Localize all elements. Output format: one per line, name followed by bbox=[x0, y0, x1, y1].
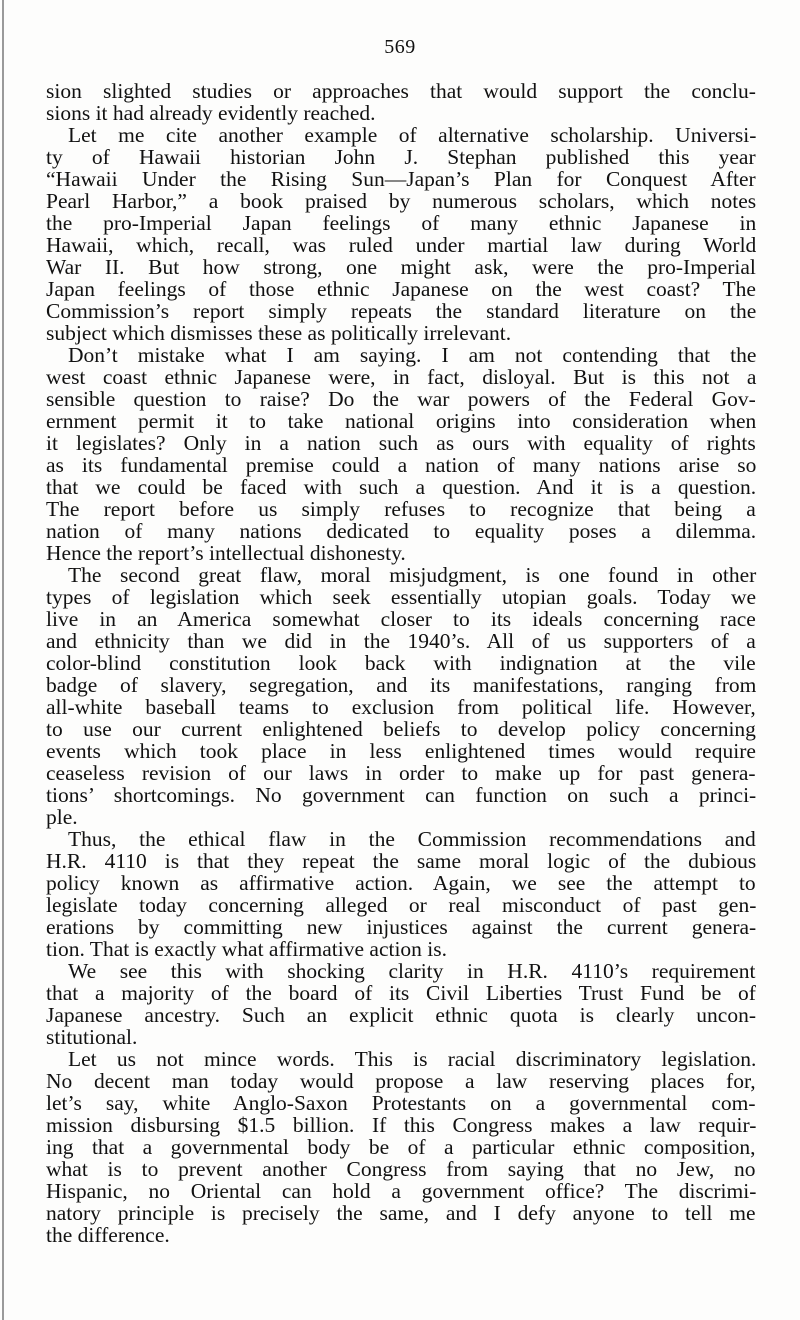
text-line: War II. But how strong, one might ask, were the pro-Imperial bbox=[46, 255, 756, 279]
text-line: tions’ shortcomings. No government can function on such a princi- bbox=[46, 783, 757, 807]
text-line: west coast ethnic Japanese were, in fact, disloyal. But is this not a bbox=[46, 365, 757, 389]
paragraph bbox=[46, 960, 756, 1048]
text-line: Hawaii, which, recall, was ruled under martial law during World bbox=[46, 233, 757, 257]
text-line: Japanese ancestry. Such an explicit ethnic quota is clearly uncon- bbox=[46, 1003, 756, 1027]
page-edge-rule bbox=[2, 0, 4, 1320]
paragraph bbox=[46, 1048, 756, 1246]
paragraph bbox=[46, 564, 756, 828]
text-line: No decent man today would propose a law reserving places for, bbox=[46, 1069, 756, 1093]
text-line: the pro-Imperial Japan feelings of many ethnic Japanese in bbox=[46, 211, 757, 235]
text-line: The report before us simply refuses to recognize that being a bbox=[46, 497, 756, 521]
text-line: tion. That is exactly what affirmative action is. bbox=[46, 937, 448, 961]
text-line: H.R. 4110 is that they repeat the same moral logic of the dubious bbox=[46, 849, 757, 873]
paragraph bbox=[46, 828, 756, 960]
text-line: ty of Hawaii historian John J. Stephan published this year bbox=[46, 145, 756, 169]
text-line: We see this with shocking clarity in H.R. 4110’s requirement bbox=[68, 959, 756, 983]
text-line: to use our current enlightened beliefs to develop policy concerning bbox=[46, 717, 756, 741]
text-line: ple. bbox=[46, 805, 78, 829]
text-line: sensible question to raise? Do the war powers of the Federal Gov- bbox=[46, 387, 756, 411]
text-line: Japan feelings of those ethnic Japanese on the west coast? The bbox=[46, 277, 756, 301]
text-line: that a majority of the board of its Civil Liberties Trust Fund be of bbox=[46, 981, 756, 1005]
text-line: live in an America somewhat closer to its ideals concerning race bbox=[46, 607, 756, 631]
text-line: erations by committing new injustices against the current genera- bbox=[46, 915, 757, 939]
text-line: let’s say, white Anglo-Saxon Protestants on a governmental com- bbox=[46, 1091, 756, 1115]
paragraph bbox=[46, 124, 756, 344]
text-line: stitutional. bbox=[46, 1025, 138, 1049]
text-line: mission disbursing $1.5 billion. If this Congress makes a law requir- bbox=[46, 1113, 757, 1137]
text-line: all-white baseball teams to exclusion from political life. However, bbox=[46, 695, 756, 719]
body-text bbox=[46, 80, 756, 1246]
text-line: Let us not mince words. This is racial discriminatory legislation. bbox=[68, 1047, 757, 1071]
text-line: “Hawaii Under the Rising Sun—Japan’s Plan for Conquest After bbox=[46, 167, 756, 191]
page-number: 569 bbox=[384, 36, 416, 58]
text-line: and ethnicity than we did in the 1940’s. All of us supporters of a bbox=[46, 629, 756, 653]
text-line: policy known as affirmative action. Again, we see the attempt to bbox=[46, 871, 756, 895]
text-line: Commission’s report simply repeats the standard literature on the bbox=[46, 299, 757, 323]
text-line: subject which dismisses these as politically irrelevant. bbox=[46, 321, 512, 345]
text-line: Pearl Harbor,” a book praised by numerous scholars, which notes bbox=[46, 189, 757, 213]
text-line: Hispanic, no Oriental can hold a government office? The discrimi- bbox=[46, 1179, 757, 1203]
text-line: the difference. bbox=[46, 1223, 170, 1247]
text-line: Thus, the ethical flaw in the Commission recommendations and bbox=[68, 827, 756, 851]
text-line: color-blind constitution look back with indignation at the vile bbox=[46, 651, 756, 675]
paragraph bbox=[46, 80, 756, 124]
text-line: ernment permit it to take national origins into consideration when bbox=[46, 409, 757, 433]
text-line: Don’t mistake what I am saying. I am not contending that the bbox=[68, 343, 757, 367]
text-line: types of legislation which seek essentially utopian goals. Today we bbox=[46, 585, 757, 609]
text-line: what is to prevent another Congress from saying that no Jew, no bbox=[46, 1157, 756, 1181]
text-line: legislate today concerning alleged or real misconduct of past gen- bbox=[46, 893, 757, 917]
text-line: that we could be faced with such a question. And it is a question. bbox=[46, 475, 757, 499]
text-line: Hence the report’s intellectual dishonesty. bbox=[46, 541, 406, 565]
text-line: sion slighted studies or approaches that would support the conclu- bbox=[46, 79, 756, 103]
text-line: natory principle is precisely the same, and I defy anyone to tell me bbox=[46, 1201, 756, 1225]
text-line: events which took place in less enlightened times would require bbox=[46, 739, 756, 763]
text-line: sions it had already evidently reached. bbox=[46, 101, 376, 125]
text-line: The second great flaw, moral misjudgment, is one found in other bbox=[68, 563, 757, 587]
paragraph bbox=[46, 344, 756, 564]
text-line: ceaseless revision of our laws in order to make up for past genera- bbox=[46, 761, 756, 785]
text-line: nation of many nations dedicated to equality poses a dilemma. bbox=[46, 519, 757, 543]
text-line: it legislates? Only in a nation such as ours with equality of rights bbox=[46, 431, 756, 455]
text-line: badge of slavery, segregation, and its manifestations, ranging from bbox=[46, 673, 757, 697]
text-line: as its fundamental premise could a nation of many nations arise so bbox=[46, 453, 757, 477]
text-line: Let me cite another example of alternative scholarship. Universi- bbox=[68, 123, 757, 147]
text-line: ing that a governmental body be of a particular ethnic composition, bbox=[46, 1135, 756, 1159]
